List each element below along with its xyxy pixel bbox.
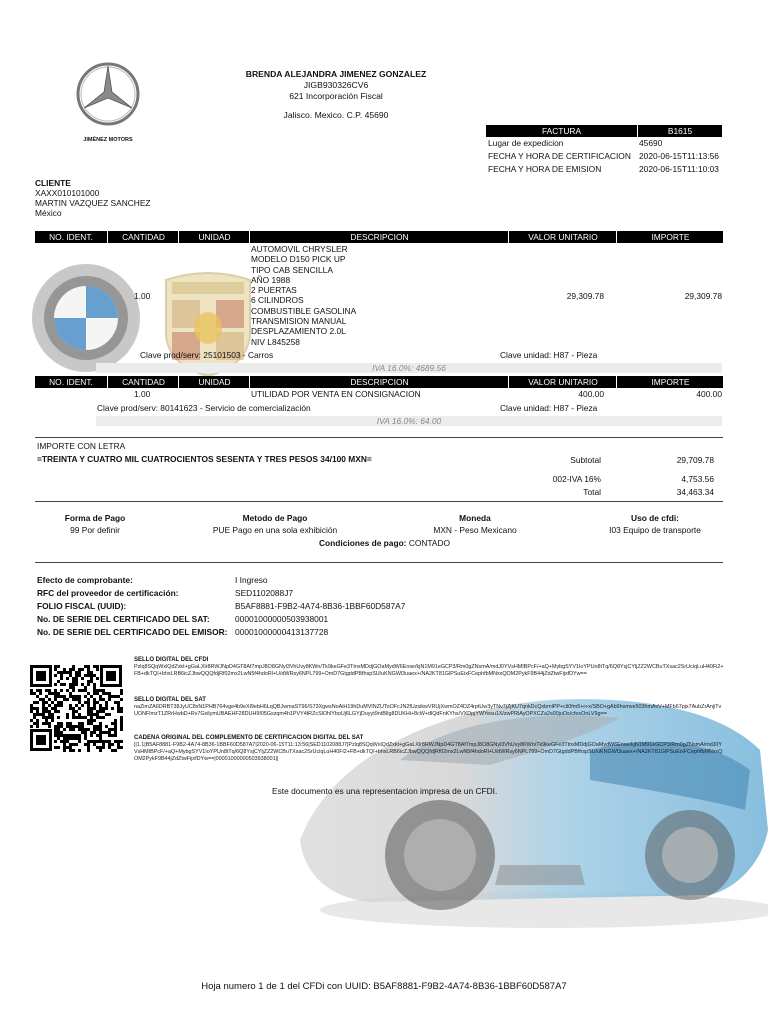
folio-fiscal-key: FOLIO FISCAL (UUID): — [37, 601, 127, 611]
metodo-pago-label: Metodo de Pago — [242, 513, 308, 523]
factura-row-key: FECHA Y HORA DE CERTIFICACION — [488, 151, 631, 161]
item-description: UTILIDAD POR VENTA EN CONSIGNACION — [251, 389, 421, 399]
desc-line: TRANSMISION MANUAL — [251, 316, 347, 327]
forma-pago-value: 99 Por definir — [70, 525, 120, 535]
item-clave-prod: Clave prod/serv: 80141623 - Servicio de comercialización — [97, 403, 311, 413]
sello-sat-title: SELLO DIGITAL DEL SAT — [134, 697, 206, 703]
col-id: NO. IDENT. — [49, 232, 93, 242]
condiciones-pago — [319, 538, 450, 548]
items-table-header — [35, 376, 723, 388]
cliente-country: México — [35, 208, 62, 218]
moneda-label: Moneda — [459, 513, 491, 523]
rfc-proveedor-key: RFC del proveedor de certificación: — [37, 588, 179, 598]
serie-sat-key: No. DE SERIE DEL CERTIFICADO DEL SAT: — [37, 614, 210, 624]
desc-line: TIPO CAB SENCILLA — [251, 264, 333, 275]
col-desc: DESCRIPCION — [249, 376, 509, 388]
factura-number: B1615 — [637, 125, 722, 137]
item-qty: 1.00 — [134, 389, 151, 399]
col-qty: CANTIDAD — [107, 376, 179, 388]
emitter-info — [200, 69, 472, 121]
col-id: NO. IDENT. — [49, 377, 93, 387]
col-price: VALOR UNITARIO — [508, 376, 617, 388]
item-iva: IVA 16.0%: 64.00 — [96, 416, 722, 426]
factura-box — [486, 125, 722, 176]
uso-cfdi-value: I03 Equipo de transporte — [609, 525, 701, 535]
col-amount: IMPORTE — [616, 231, 724, 243]
factura-row-key: Lugar de expedicion — [488, 138, 564, 148]
desc-line: DESPLAZAMIENTO 2.0L — [251, 326, 346, 337]
divider — [35, 501, 723, 502]
cliente-name: MARTIN VAZQUEZ SANCHEZ — [35, 198, 151, 208]
col-amount: IMPORTE — [616, 376, 724, 388]
desc-line: COMBUSTIBLE GASOLINA — [251, 305, 357, 316]
iva-total-label: 002-IVA 16% — [552, 474, 601, 484]
iva-total-value: 4,753.56 — [681, 474, 714, 484]
sello-sat-value: naZimZA6DRBT38JyUC8xN1PHB764vge4b9eXl9ebH6LqQBJwmaST96/S73XgwsNoAiH19hDuMVINZUToOFcJN2fUzsikwVRUjXwmOZ4DZ4rptUw3yTNv7jZjKU7qnkDcQxbmiPP+cil0fm5+r+x/SBO+gAb6hsmve503hmAvV+MFb67pjx7AubZrAnjiTvUONFlmzT1ZRrHwbD+Rv7GxilymUBAEHF28DUH9I05Gszqm4h1PVY4tRZcSlOhlYboUj6LGYjDuyyt9ntBIlg8DUKHi+8cW+dlQdFnKYhs/VXDpjYWYesu1X/zwPRiAyOPXCZa2s00juOs/cfesOnLV9g== — [134, 704, 722, 717]
item-iva: IVA 16.0%: 4689.56 — [96, 363, 722, 373]
bmw-logo-icon — [30, 262, 142, 374]
qr-code-icon — [28, 663, 124, 753]
forma-pago-label: Forma de Pago — [64, 513, 126, 523]
factura-row — [486, 150, 722, 163]
cadena-original-value: ||1.1|B5AF8881-F9B2-4A74-8B36-1BBF60D587A7|2020-06-15T11:13:56|SED1102088J7|Pzlq8SQqWxlQdZxkt+gGaLXlr8RWJNpD4GT8Af7mpJ8O8GNyl3VhUvy8KWn/Tk9keGFe3TtnxMDdjGOaMydW6Ense/kjN1M91eGCP3/Rm0gZNsmA/mdJ0YVsHMIBPcF/+aQ+MybgSYV1IoYPUn8tTq/6Q8YsjCYljZZ2WCBuTXsac2SrUciqLuH40Fi2+FB+dkTQI+bhxLRB6icZJbwQQQfdjRf02mx2LwN5f4hdoRl+U/dWRsy6NPL799+OmD7GtgddPBfhspSU/uKNGWl3uaex+/NA2KT81GlPSuEixFCephfbMNxxQOM2PykF9B44jZdZtwFijxfDYw==|00001000000503938001|| — [134, 742, 723, 762]
serie-emisor-value: 00001000000413137728 — [235, 627, 329, 637]
item-amount: 29,309.78 — [684, 291, 722, 301]
metodo-pago-value: PUE Pago en una sola exhibición — [212, 525, 338, 535]
emitter-rfc: JIGB930326CV6 — [303, 80, 369, 90]
col-qty: CANTIDAD — [107, 231, 179, 243]
desc-line: NIV L845258 — [251, 336, 300, 347]
desc-line: AUTOMOVIL CHRYSLER — [251, 244, 348, 254]
factura-row-key: FECHA Y HORA DE EMISION — [488, 164, 602, 174]
item-amount: 400.00 — [696, 389, 722, 399]
sello-cfdi-value: Pzlq8SQqWxlQdZxkt+gGaLXlr8RWJNpD4GT8Af7mpJ8O8GNyl3VhUvy8KWn/Tk9keGFe3TtnxMDdjGOaMydW6Ense/kjN1M91eGCP3/Rm0gZNsmA/mdJ0YVsHMIBPcF/+aQ+MybgSYV1IoYPUn8tTq/6Q8YsjCYljZZ2WCBuTXsac2SrUciqLuH40Fi2+FB+dkTQI+bhxLRB6icZJbwQQQfdjRf02mx2LwN5f4hdoRl+U/dWRsy6NPL799+OmD7GtgddPBfhspSU/uKNGWl3uaex+/NA2KT81GlPSuEixFCephfbMNxxQOM2PykF9B44jZdZtwFijxfDYw== — [134, 664, 724, 677]
logo-text: JIMÉNEZ MOTORS — [83, 137, 133, 143]
serie-sat-value: 00001000000503938001 — [235, 614, 329, 624]
factura-row-value: 2020-06-15T11:10:03 — [639, 164, 719, 174]
divider — [35, 562, 723, 563]
divider — [35, 437, 723, 438]
item-clave-unidad: Clave unidad: H87 - Pieza — [500, 403, 598, 413]
subtotal-value: 29,709.78 — [676, 455, 714, 465]
factura-row-value: 2020-06-15T11:13:56 — [639, 151, 719, 161]
factura-row — [486, 163, 722, 176]
moneda-value: MXN - Peso Mexicano — [433, 525, 517, 535]
car-watermark-icon — [290, 640, 768, 930]
factura-header — [486, 125, 722, 137]
emitter-address: Jalisco. Mexico. C.P. 45690 — [283, 110, 389, 120]
emitter-regimen: 621 Incorporación Fiscal — [289, 91, 383, 101]
desc-line: 2 PUERTAS — [251, 285, 297, 296]
cliente-rfc: XAXX010101000 — [35, 188, 100, 198]
factura-label: FACTURA — [541, 126, 582, 136]
factura-row-value: 45690 — [639, 138, 663, 148]
desc-line: MODELO D150 PICK UP — [251, 254, 346, 265]
sello-cfdi-title: SELLO DIGITAL DEL CFDI — [134, 657, 209, 663]
condiciones-value: CONTADO — [408, 538, 451, 548]
cliente-title: CLIENTE — [35, 178, 71, 188]
cadena-original-title: CADENA ORIGINAL DEL COMPLEMENTO DE CERTIFICACION DIGITAL DEL SAT — [134, 735, 364, 741]
col-unit: UNIDAD — [178, 231, 250, 243]
desc-line: 6 CILINDROS — [251, 295, 304, 306]
importe-letra-value: =TREINTA Y CUATRO MIL CUATROCIENTOS SESENTA Y TRES PESOS 34/100 MXN= — [37, 454, 372, 464]
col-unit: UNIDAD — [178, 376, 250, 388]
col-price: VALOR UNITARIO — [508, 231, 617, 243]
serie-emisor-key: No. DE SERIE DEL CERTIFICADO DEL EMISOR: — [37, 627, 228, 637]
desc-line: AÑO 1988 — [251, 274, 291, 285]
mercedes-star-icon — [68, 60, 148, 130]
item-clave-unidad: Clave unidad: H87 - Pieza — [500, 350, 598, 360]
item-price: 29,309.78 — [566, 291, 604, 301]
representation-text: Este documento es una representacion impresa de un CFDI. — [272, 786, 498, 796]
company-logo — [68, 60, 148, 148]
folio-fiscal-value: B5AF8881-F9B2-4A74-8B36-1BBF60D587A7 — [235, 601, 406, 611]
rfc-proveedor-value: SED1102088J7 — [235, 588, 294, 598]
item-qty: 1.00 — [134, 291, 151, 301]
items-table-header — [35, 231, 723, 243]
emitter-name: BRENDA ALEJANDRA JIMENEZ GONZALEZ — [245, 69, 427, 79]
total-value: 34,463.34 — [676, 487, 714, 497]
item-clave-prod: Clave prod/serv: 25101503 - Carros — [140, 350, 274, 360]
col-desc: DESCRIPCION — [249, 231, 509, 243]
efecto-key: Efecto de comprobante: — [37, 575, 133, 585]
efecto-value: I Ingreso — [235, 575, 268, 585]
importe-letra-label: IMPORTE CON LETRA — [37, 441, 126, 451]
page-footer: Hoja numero 1 de 1 del CFDi con UUID: B5AF8881-F9B2-4A74-8B36-1BBF60D587A7 — [201, 981, 567, 992]
uso-cfdi-label: Uso de cfdi: — [631, 513, 679, 523]
item-description — [251, 244, 356, 347]
cliente-info — [35, 178, 151, 218]
subtotal-label: Subtotal — [570, 455, 601, 465]
total-label: Total — [583, 487, 601, 497]
factura-row — [486, 137, 722, 150]
porsche-crest-icon — [162, 266, 254, 378]
item-price: 400.00 — [578, 389, 604, 399]
condiciones-label: Condiciones de pago: — [319, 538, 407, 548]
